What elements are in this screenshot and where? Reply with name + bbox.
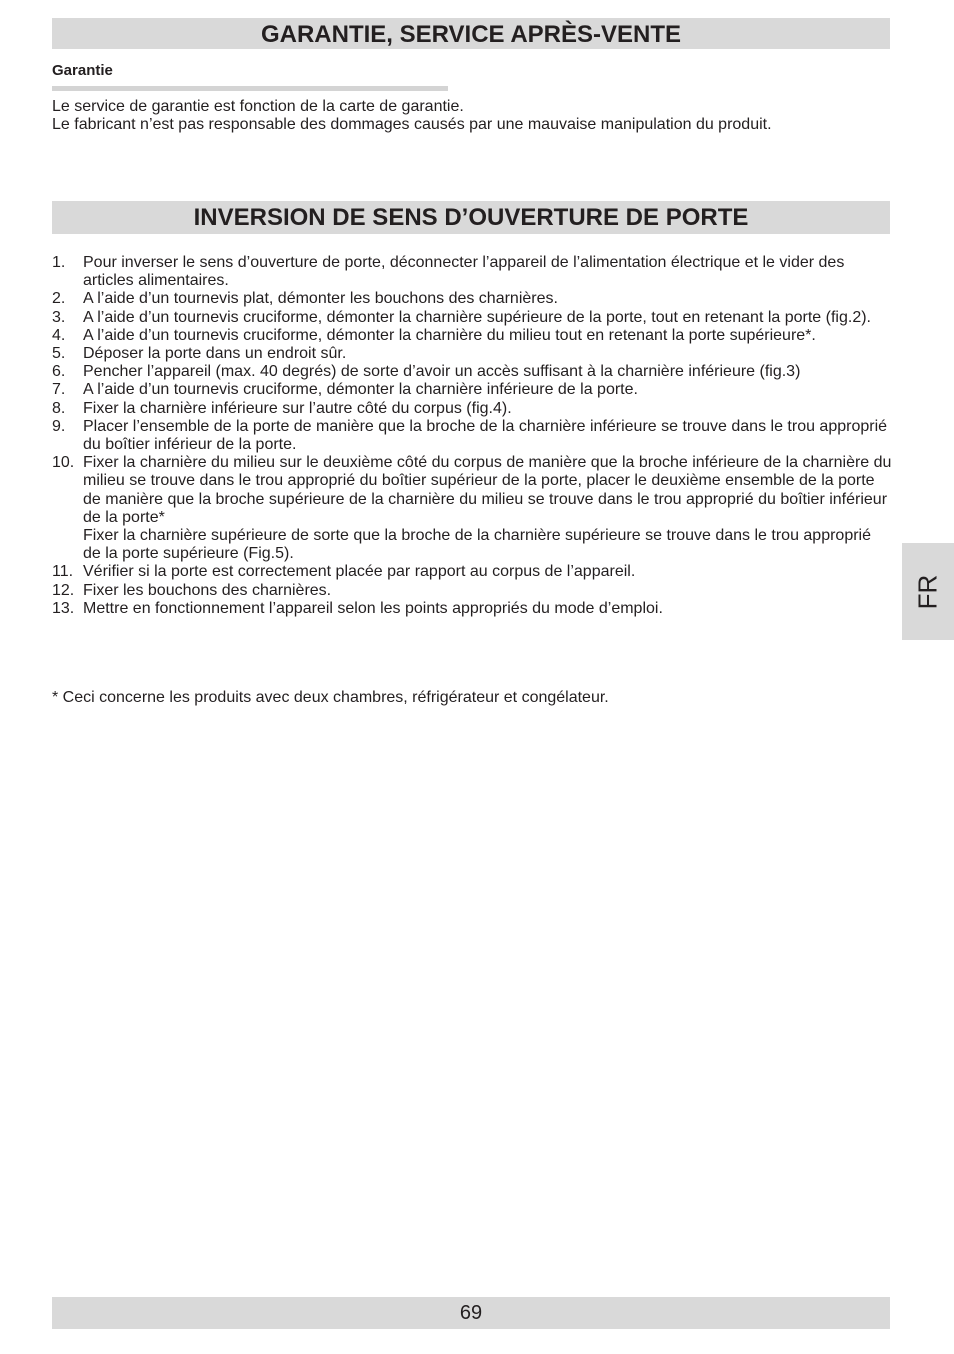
step-number: 7. bbox=[52, 381, 66, 399]
step-item bbox=[52, 363, 892, 381]
step-item bbox=[52, 582, 892, 600]
step-item bbox=[52, 254, 892, 290]
step-text: A l’aide d’un tournevis cruciforme, démonter la charnière du milieu tout en retenant la porte supérieure*. bbox=[83, 326, 816, 344]
step-number: 11. bbox=[52, 563, 74, 581]
step-text: Fixer la charnière du milieu sur le deuxième côté du corpus de manière que la broche inférieure de la charnière du milieu se trouve dans le trou approprié du boîtier supérieur de la porte, placer le deuxième ensemble de la porte de manière que la broche supérieure de la charnière du milieu se trouve dans le trou approprié du boîtier inférieur de la porte* bbox=[83, 454, 892, 526]
step-number: 1. bbox=[52, 254, 66, 271]
step-text: Mettre en fonctionnement l’appareil selon les points appropriés du mode d’emploi. bbox=[83, 599, 663, 617]
page-number: 69 bbox=[52, 1297, 890, 1329]
language-tab bbox=[902, 543, 954, 640]
step-text: A l’aide d’un tournevis cruciforme, démonter la charnière inférieure de la porte. bbox=[83, 381, 638, 399]
step-text: Pour inverser le sens d’ouverture de porte, déconnecter l’appareil de l’alimentation électrique et le vider des articles alimentaires. bbox=[83, 254, 845, 290]
subheading-garantie: Garantie bbox=[52, 62, 113, 79]
step-item bbox=[52, 418, 892, 454]
step-text: Pencher l’appareil (max. 40 degrés) de sorte d’avoir un accès suffisant à la charnière inférieure (fig.3) bbox=[83, 363, 801, 381]
step-number: 2. bbox=[52, 290, 66, 308]
subheading-rule bbox=[52, 86, 448, 91]
step-number: 3. bbox=[52, 308, 66, 326]
section-title-garantie: GARANTIE, SERVICE APRÈS-VENTE bbox=[52, 18, 890, 49]
paragraph-warranty-card: Le service de garantie est fonction de la carte de garantie. bbox=[52, 98, 464, 115]
step-item bbox=[52, 290, 892, 308]
step-item bbox=[52, 327, 892, 345]
step-item bbox=[52, 563, 892, 581]
language-tab-label: FR bbox=[912, 574, 943, 609]
step-text: Vérifier si la porte est correctement placée par rapport au corpus de l’appareil. bbox=[83, 563, 636, 581]
step-number: 8. bbox=[52, 399, 66, 417]
step-number: 5. bbox=[52, 345, 66, 363]
step-number: 6. bbox=[52, 363, 66, 381]
step-item bbox=[52, 309, 892, 327]
footnote: * Ceci concerne les produits avec deux chambres, réfrigérateur et congélateur. bbox=[52, 689, 609, 706]
step-text: Fixer la charnière inférieure sur l’autre côté du corpus (fig.4). bbox=[83, 399, 512, 417]
step-item bbox=[52, 400, 892, 418]
section-title-door-reversal: INVERSION DE SENS D’OUVERTURE DE PORTE bbox=[52, 201, 890, 234]
door-reversal-steps bbox=[52, 254, 892, 618]
step-number: 10. bbox=[52, 454, 75, 472]
step-item bbox=[52, 454, 892, 563]
step-number: 12. bbox=[52, 581, 75, 599]
step-text: A l’aide d’un tournevis cruciforme, démonter la charnière supérieure de la porte, tout en retenant la porte (fig.2). bbox=[83, 308, 871, 326]
step-text: A l’aide d’un tournevis plat, démonter les bouchons des charnières. bbox=[83, 290, 558, 308]
step-text-continued: Fixer la charnière supérieure de sorte que la broche de la charnière supérieure se trouve dans le trou approprié de la porte supérieure (Fig.5). bbox=[83, 527, 872, 563]
step-number: 9. bbox=[52, 417, 66, 435]
step-text: Déposer la porte dans un endroit sûr. bbox=[83, 345, 347, 363]
step-text: Placer l’ensemble de la porte de manière que la broche de la charnière inférieure se trouve dans le trou approprié du boîtier inférieur de la porte. bbox=[83, 417, 888, 454]
step-number: 4. bbox=[52, 326, 66, 344]
step-item bbox=[52, 381, 892, 399]
step-number: 13. bbox=[52, 599, 75, 617]
step-text: Fixer les bouchons des charnières. bbox=[83, 581, 332, 599]
step-item bbox=[52, 345, 892, 363]
step-item bbox=[52, 600, 892, 618]
paragraph-manufacturer-liability: Le fabricant n’est pas responsable des dommages causés par une mauvaise manipulation du produit. bbox=[52, 116, 772, 133]
